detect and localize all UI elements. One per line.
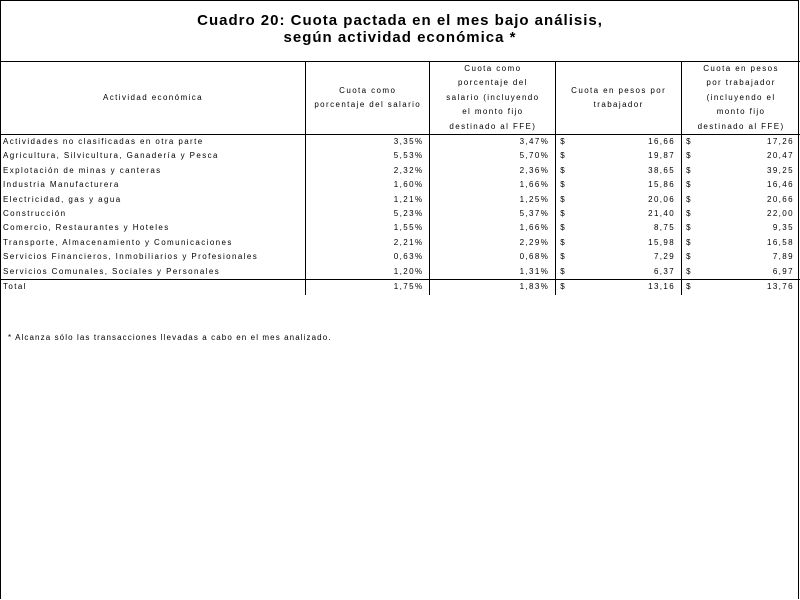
cell-actividad: Agricultura, Silvicultura, Ganadería y Pesca (3, 151, 219, 161)
table-row (1, 164, 800, 178)
header-actividad: Actividad económica (1, 62, 306, 135)
currency-symbol: $ (560, 223, 567, 233)
currency-symbol: $ (560, 180, 567, 190)
currency-symbol: $ (560, 165, 567, 175)
cell-pct-ffe: 0,68% (430, 250, 556, 264)
currency-symbol: $ (686, 209, 692, 219)
table-row (1, 135, 800, 150)
currency-symbol: $ (686, 137, 692, 147)
data-table (1, 62, 800, 295)
cell-pct-ffe: 1,25% (430, 193, 556, 207)
cell-pesos-ffe: $ 20,47 (682, 149, 800, 163)
cell-actividad: Servicios Comunales, Sociales y Personales (3, 266, 221, 276)
cell-pesos: $ 38,65 (556, 164, 682, 178)
currency-symbol: $ (560, 137, 567, 147)
currency-symbol: $ (560, 209, 567, 219)
cell-actividad: Actividades no clasificadas en otra parte (3, 137, 204, 147)
cell-pesos: $ 16,66 (556, 135, 682, 150)
cell-pesos-ffe: $ 22,00 (682, 207, 800, 221)
cell-pesos-ffe: $ 6,97 (682, 265, 800, 280)
currency-symbol: $ (560, 151, 567, 161)
table-row (1, 265, 800, 280)
cell-pesos-ffe: $ 7,89 (682, 250, 800, 264)
cell-pesos-ffe: $ 39,25 (682, 164, 800, 178)
cell-actividad: Construcción (3, 209, 67, 219)
cell-pct-ffe: 3,47% (430, 135, 556, 150)
cell-pct: 2,32% (306, 164, 430, 178)
title-box (0, 0, 800, 62)
cell-pct: 1,55% (306, 221, 430, 235)
cell-pesos-ffe: $ 20,66 (682, 193, 800, 207)
cell-pct-ffe: 1,83% (430, 280, 556, 295)
currency-symbol: $ (686, 282, 692, 292)
table-body (1, 135, 800, 295)
cell-pesos-ffe: $ 13,76 (682, 280, 800, 295)
cell-pesos: $ 13,16 (556, 280, 682, 295)
cell-pct: 5,23% (306, 207, 430, 221)
cell-pct-ffe: 1,31% (430, 265, 556, 280)
cell-actividad: Comercio, Restaurantes y Hoteles (3, 223, 170, 233)
header-cuota-pesos-ffe: Cuota en pesos por trabajador (incluyendo el monto fijo destinado al FFE) (682, 62, 800, 135)
cell-actividad: Industria Manufacturera (3, 180, 120, 190)
table-title-line-2: según actividad económica * (283, 29, 517, 46)
cell-pct-ffe: 2,29% (430, 236, 556, 250)
header-cuota-pct-ffe: Cuota como porcentaje del salario (incluyendo el monto fijo destinado al FFE) (430, 62, 556, 135)
cell-pesos: $ 8,75 (556, 221, 682, 235)
footnote: * Alcanza sólo las transacciones llevadas a cabo en el mes analizado. (8, 333, 332, 342)
cell-pesos: $ 21,40 (556, 207, 682, 221)
table-row (1, 178, 800, 192)
cell-pesos: $ 15,98 (556, 236, 682, 250)
table-title-line-1: Cuadro 20: Cuota pactada en el mes bajo análisis, (197, 12, 603, 29)
cell-pesos-ffe: $ 16,46 (682, 178, 800, 192)
cell-pct-ffe: 5,70% (430, 149, 556, 163)
cell-pesos: $ 19,87 (556, 149, 682, 163)
cell-pesos-ffe: $ 16,58 (682, 236, 800, 250)
cell-actividad: Servicios Financieros, Inmobiliarios y Profesionales (3, 252, 259, 262)
cell-pesos: $ 20,06 (556, 193, 682, 207)
currency-symbol: $ (560, 237, 567, 247)
table-row (1, 236, 800, 250)
cell-pct: 5,53% (306, 149, 430, 163)
cell-pesos: $ 6,37 (556, 265, 682, 280)
currency-symbol: $ (686, 180, 692, 190)
cell-pct: 0,63% (306, 250, 430, 264)
currency-symbol: $ (560, 252, 567, 262)
cell-pct: 1,21% (306, 193, 430, 207)
table-row (1, 221, 800, 235)
cell-pct: 1,60% (306, 178, 430, 192)
cell-pct-ffe: 1,66% (430, 178, 556, 192)
cell-pesos-ffe: $ 17,26 (682, 135, 800, 150)
cell-actividad: Total (1, 280, 306, 295)
header-cuota-pesos: Cuota en pesos por trabajador (556, 62, 682, 135)
currency-symbol: $ (686, 194, 692, 204)
cell-pesos-ffe: $ 9,35 (682, 221, 800, 235)
table-row (1, 250, 800, 264)
cell-pesos: $ 15,86 (556, 178, 682, 192)
cell-pct: 3,35% (306, 135, 430, 150)
total-row (1, 280, 800, 295)
currency-symbol: $ (560, 266, 567, 276)
currency-symbol: $ (686, 223, 692, 233)
table-row (1, 193, 800, 207)
currency-symbol: $ (560, 282, 567, 292)
header-cuota-pct: Cuota como porcentaje del salario (306, 62, 430, 135)
cell-actividad: Explotación de minas y canteras (3, 165, 162, 175)
cell-pct: 1,75% (306, 280, 430, 295)
currency-symbol: $ (686, 266, 692, 276)
table-row (1, 149, 800, 163)
cell-pct-ffe: 2,36% (430, 164, 556, 178)
cell-pct-ffe: 5,37% (430, 207, 556, 221)
cell-pct: 2,21% (306, 236, 430, 250)
currency-symbol: $ (686, 151, 692, 161)
cell-pct-ffe: 1,66% (430, 221, 556, 235)
header-row (1, 62, 800, 135)
cell-actividad: Electricidad, gas y agua (3, 194, 122, 204)
currency-symbol: $ (686, 252, 692, 262)
cell-pesos: $ 7,29 (556, 250, 682, 264)
currency-symbol: $ (686, 165, 692, 175)
cell-pct: 1,20% (306, 265, 430, 280)
table-row (1, 207, 800, 221)
currency-symbol: $ (560, 194, 567, 204)
cell-actividad: Transporte, Almacenamiento y Comunicaciones (3, 237, 233, 247)
currency-symbol: $ (686, 237, 692, 247)
